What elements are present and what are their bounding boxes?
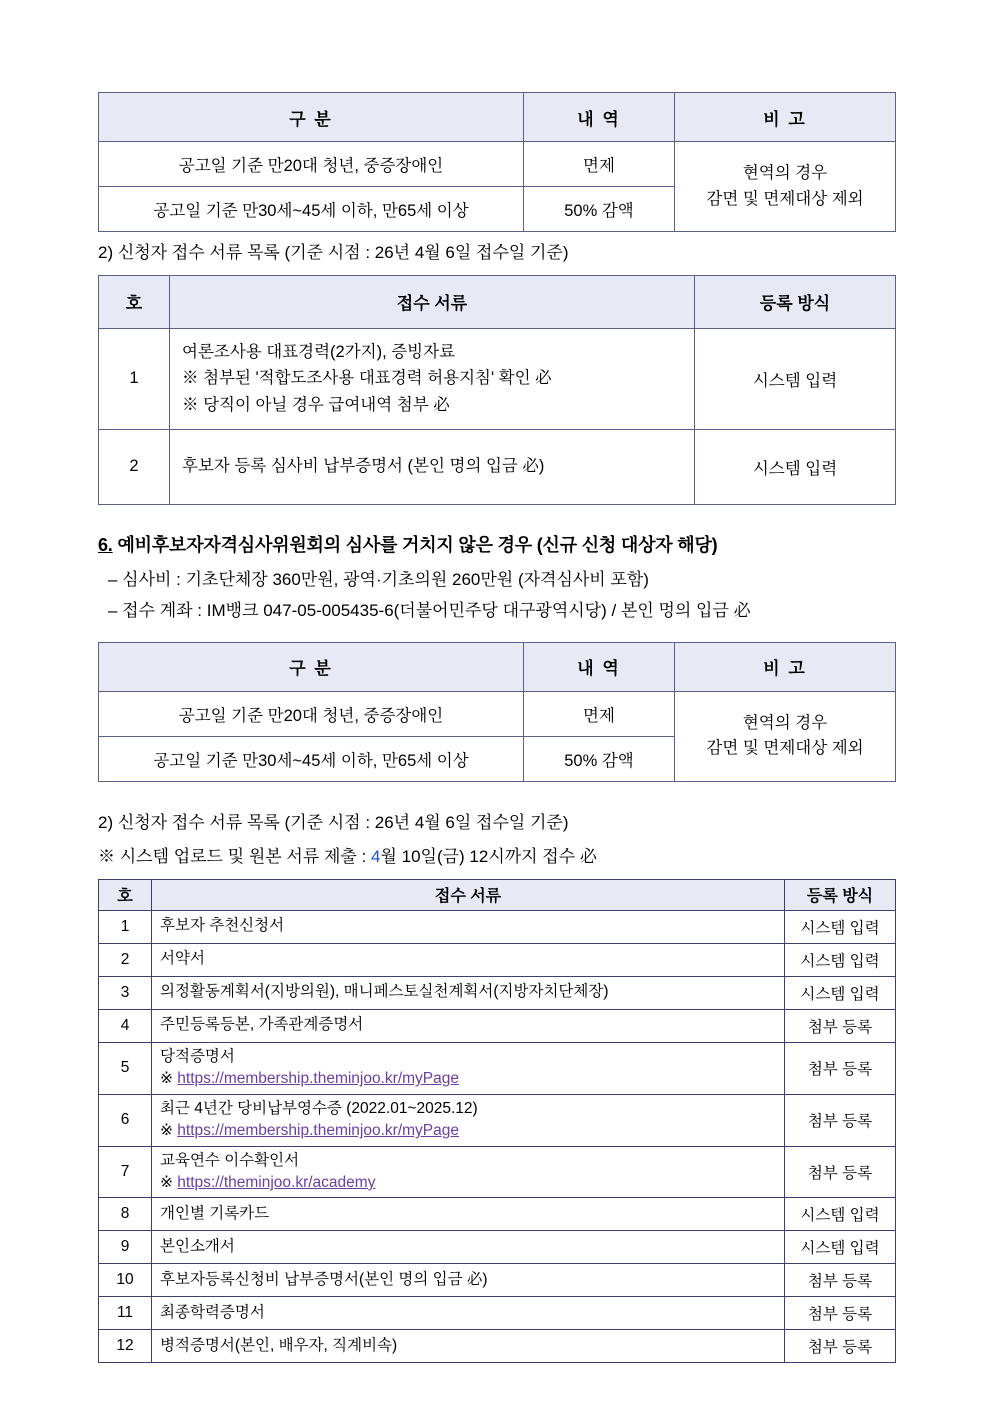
documents-list-table [98,879,896,1364]
fee-header-category: 구 분 [99,93,524,142]
table-row [99,1231,896,1264]
fee-note-line1: 현역의 경우 [742,163,828,182]
docs-header-document: 접수 서류 [170,275,695,328]
document-content [98,92,898,1363]
fee-header-note: 비 고 [675,93,896,142]
fee-detail-cell: 면제 [524,691,675,736]
docs-line: 여론조사용 대표경력(2가지), 증빙자료 [182,342,456,361]
fee-category-cell: 공고일 기준 만20대 청년, 중증장애인 [99,691,524,736]
list-no-cell: 12 [99,1330,152,1363]
table-row [99,1330,896,1363]
list-document-cell: 본인소개서 [152,1231,785,1264]
list-no-cell: 6 [99,1094,152,1146]
list-document-cell: 주민등록등본, 가족관계증명서 [152,1009,785,1042]
list-document-cell: 의정활동계획서(지방의원), 매니페스토실천계획서(지방자치단체장) [152,976,785,1009]
list-document-cell [152,1094,785,1146]
table-row [99,1146,896,1198]
fee-header-note: 비 고 [675,642,896,691]
fee-header-detail: 내 역 [524,642,675,691]
fee-note-line1: 현역의 경우 [742,713,828,732]
docs-document-cell [170,429,695,504]
notice-highlight: 4 [371,847,381,867]
section-6-bullet-account: – 접수 계좌 : IM뱅크 047-05-005435-6(더불어민주당 대구광역시당) / 본인 멍의 입금 必 [108,601,751,621]
fee-note-line2: 감면 및 면제대상 제외 [706,739,864,758]
list-no-cell: 1 [99,910,152,943]
docs-document-cell [170,328,695,429]
list-method-cell: 시스템 입력 [785,943,896,976]
table-row [99,1264,896,1297]
table-row [99,1094,896,1146]
table-row [99,1198,896,1231]
fee-detail-cell: 50% 감액 [524,187,675,232]
docs-method-cell: 시스템 입력 [695,429,896,504]
table-header-row [99,93,896,142]
docs-method-cell: 시스템 입력 [695,328,896,429]
table-row [99,691,896,736]
list-no-cell: 8 [99,1198,152,1231]
section-6-number: 6. [98,534,113,555]
table-row [99,1042,896,1094]
list-method-cell: 시스템 입력 [785,910,896,943]
notice-suffix: 월 10일(금) 12시까지 접수 必 [380,847,597,867]
table-row [99,1297,896,1330]
fee-detail-cell: 50% 감액 [524,736,675,781]
table-row [99,943,896,976]
table-header-row [99,275,896,328]
list-method-cell: 첨부 등록 [785,1330,896,1363]
fee-note-cell [675,142,896,232]
fee-category-cell: 공고일 기준 만30세~45세 이하, 만65세 이상 [99,736,524,781]
list-document-title: 당적증명서 [160,1047,235,1065]
list-document-cell [152,1146,785,1198]
fee-table-section6 [98,642,896,782]
list-document-cell: 최종학력증명서 [152,1297,785,1330]
list-document-reference: ※ https://theminjoo.kr/academy [160,1174,376,1191]
list-document-cell: 후보자 추천신청서 [152,910,785,943]
table-row [99,429,896,504]
docs-intro-second: 2) 신청자 접수 서류 목록 (기준 시점 : 26년 4월 6일 접수일 기준) [98,812,569,832]
list-no-cell: 4 [99,1009,152,1042]
docs-header-no: 호 [99,275,170,328]
table-row [99,142,896,187]
table-row [99,976,896,1009]
fee-category-cell: 공고일 기준 만20대 청년, 중증장애인 [99,142,524,187]
section-6-bullet-fee: – 심사비 : 기초단체장 360만원, 광역·기초의원 260만원 (자격심사비 포함) [108,569,649,589]
list-header-no: 호 [99,879,152,910]
fee-note-cell [675,691,896,781]
list-method-cell: 첨부 등록 [785,1146,896,1198]
table-row [99,328,896,429]
list-method-cell: 시스템 입력 [785,976,896,1009]
list-method-cell: 시스템 입력 [785,1231,896,1264]
membership-link[interactable]: https://membership.theminjoo.kr/myPage [177,1070,459,1088]
list-method-cell: 첨부 등록 [785,1297,896,1330]
list-no-cell: 7 [99,1146,152,1198]
list-header-document: 접수 서류 [152,879,785,910]
list-document-reference: ※ https://membership.theminjoo.kr/myPage [160,1070,459,1088]
docs-line: ※ 당직이 아닐 경우 급여내역 첨부 必 [182,395,450,414]
list-header-method: 등록 방식 [785,879,896,910]
section-6-heading [98,531,898,557]
docs-intro-first: 2) 신청자 접수 서류 목록 (기준 시점 : 26년 4월 6일 접수일 기준) [98,243,569,262]
academy-link[interactable]: https://theminjoo.kr/academy [177,1174,376,1191]
docs-line: ※ 첨부된 '적합도조사용 대표경력 허용지침' 확인 必 [182,369,552,388]
fee-header-detail: 내 역 [524,93,675,142]
table-header-row [99,642,896,691]
list-method-cell: 시스템 입력 [785,1198,896,1231]
table-header-row [99,879,896,910]
list-no-cell: 11 [99,1297,152,1330]
docs-line: 후보자 등록 심사비 납부증명서 (본인 명의 입금 必) [182,457,545,476]
docs-no-cell: 2 [99,429,170,504]
membership-link[interactable]: https://membership.theminjoo.kr/myPage [177,1122,459,1140]
list-document-title: 최근 4년간 당비납부영수증 (2022.01~2025.12) [160,1099,478,1117]
fee-table-top [98,92,896,232]
list-document-reference: ※ https://membership.theminjoo.kr/myPage [160,1122,459,1140]
fee-header-category: 구 분 [99,642,524,691]
fee-category-cell: 공고일 기준 만30세~45세 이하, 만65세 이상 [99,187,524,232]
documents-table-first [98,275,896,505]
list-no-cell: 5 [99,1042,152,1094]
list-method-cell: 첨부 등록 [785,1009,896,1042]
docs-no-cell: 1 [99,328,170,429]
docs-submission-notice [98,844,898,870]
list-no-cell: 9 [99,1231,152,1264]
list-method-cell: 첨부 등록 [785,1094,896,1146]
list-no-cell: 3 [99,976,152,1009]
list-document-cell: 병적증명서(본인, 배우자, 직계비속) [152,1330,785,1363]
list-no-cell: 2 [99,943,152,976]
list-method-cell: 첨부 등록 [785,1264,896,1297]
table-row [99,1009,896,1042]
fee-detail-cell: 면제 [524,142,675,187]
list-method-cell: 첨부 등록 [785,1042,896,1094]
fee-note-line2: 감면 및 면제대상 제외 [706,189,864,208]
section-6-title: 예비후보자자격심사위원회의 심사를 거치지 않은 경우 (신규 신청 대상자 해당) [117,534,718,555]
list-document-cell: 후보자등록신청비 납부증명서(본인 명의 입금 必) [152,1264,785,1297]
list-document-cell [152,1042,785,1094]
list-document-cell: 개인별 기록카드 [152,1198,785,1231]
list-document-title: 교육연수 이수확인서 [160,1151,300,1169]
docs-header-method: 등록 방식 [695,275,896,328]
list-no-cell: 10 [99,1264,152,1297]
notice-prefix: ※ 시스템 업로드 및 원본 서류 제출 : [98,847,371,867]
table-row [99,910,896,943]
list-document-cell: 서약서 [152,943,785,976]
